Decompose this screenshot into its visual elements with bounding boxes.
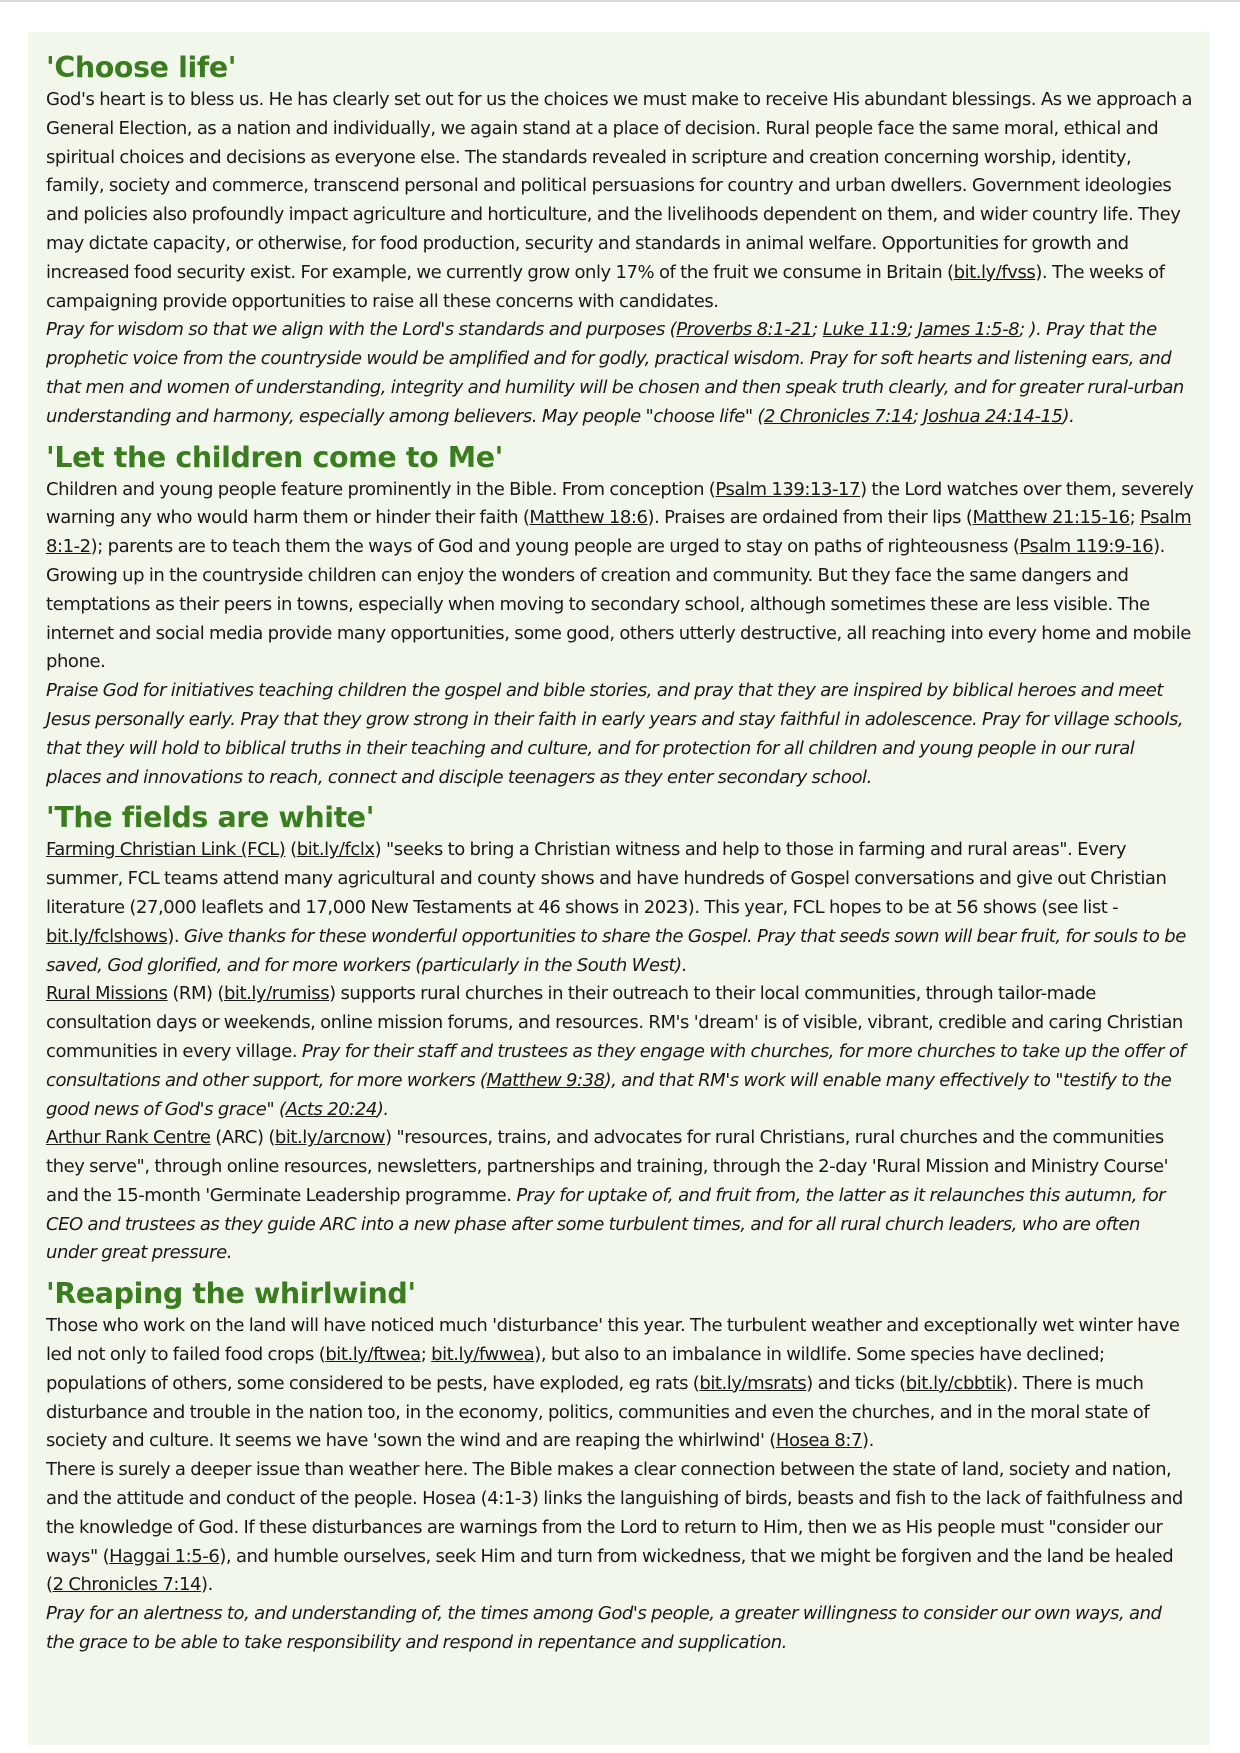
body-text: ).	[201, 1574, 213, 1596]
section-heading-choose-life: 'Choose life'	[46, 51, 237, 84]
body-text: ) "seeks to bring a Christian witness and help to those in farming and rural areas". Every summer, FCL teams attend many agricultural and county shows and have hundreds of Gospel conversations and give out Christian literature (27,000 leaflets and 17,000 New Testaments at 46 shows in 2023). This year, FCL hopes to be at 56 shows (see list -	[46, 839, 1167, 918]
fcl-paragraph	[46, 836, 1194, 980]
link-cbbtik[interactable]: bit.ly/cbbtik	[905, 1372, 1007, 1394]
prayer-text: ;	[912, 405, 924, 427]
link-fclx[interactable]: bit.ly/fclx	[296, 839, 375, 861]
body-text: ). Growing up in the countryside children can enjoy the wonders of creation and community. But they face the same dangers and temptations as their peers in towns, especially when moving to secondary school, although sometimes these are less visible. The internet and social media provide many opportunities, some good, others utterly destructive, all reaching into every home and mobile phone.	[46, 536, 1191, 673]
body-text: ) the Lord watches over them, severely warning any who would harm them or hinder their faith (	[46, 478, 1194, 529]
body-text: ).	[167, 925, 180, 947]
children-body	[46, 476, 1194, 678]
section-heading-whirlwind: 'Reaping the whirlwind'	[46, 1277, 416, 1311]
prayer-text: ;	[907, 319, 918, 341]
link-msrats[interactable]: bit.ly/msrats	[699, 1372, 807, 1394]
prayer-text: Pray for wisdom so that we align with the Lord's standards and purposes (	[46, 319, 677, 341]
prayer-text: ;	[812, 319, 823, 341]
link-arcnow[interactable]: bit.ly/arcnow	[274, 1127, 386, 1149]
body-text: ) "resources, trains, and advocates for rural Christians, rural churches and the communities they serve", through online resources, newsletters, partnerships and training, through the 2-day 'Rural Mission and Ministry Course' and the 15-month 'Germinate Leadership programme.	[46, 1127, 1169, 1206]
link-2-chronicles-7-14-b[interactable]: 2 Chronicles 7:14	[52, 1574, 201, 1596]
link-acts-20-24[interactable]: Acts 20:24	[285, 1098, 377, 1120]
choose-life-prayer	[46, 316, 1194, 431]
prayer-text: ).	[1062, 405, 1075, 427]
body-text: (	[285, 839, 297, 861]
link-ftwea[interactable]: bit.ly/ftwea	[325, 1344, 421, 1366]
prayer-text: ; ). Pray that the prophetic voice from the countryside would be amplified and for godly, practical wisdom. Pray for soft hearts and listening ears, and that men and women of understanding, integrity and humility will be chosen and then speak truth clearly, and for greater rural-urban understanding and harmony, especially among believers. May people "choose life" (	[46, 319, 1184, 427]
body-text: ;	[1129, 507, 1141, 529]
body-text: ) and ticks (	[806, 1372, 906, 1394]
prayer-text: Pray for uptake of, and fruit from, the latter as it relaunches this autumn, for CEO and trustees as they guide ARC into a new phase after some turbulent times, and for all rural church leaders, who are often under great pressure.	[46, 1184, 1166, 1264]
section-heading-fields: 'The fields are white'	[46, 801, 375, 835]
link-rumiss[interactable]: bit.ly/rumiss	[223, 983, 330, 1005]
arthur-rank-paragraph	[46, 1124, 1194, 1268]
body-text: God's heart is to bless us. He has clearly set out for us the choices we must make to receive His abundant blessings. As we approach a General Election, as a nation and individually, we again stand at a place of decision. Rural people face the same moral, ethical and spiritual choices and decisions as everyone else. The standards revealed in scripture and creation concerning worship, identity, family, society and commerce, transcend personal and political persuasions for country and urban dwellers. Government ideologies and policies also profoundly impact agriculture and horticulture, and the livelihoods dependent on them, and wider country life. They may dictate capacity, or otherwise, for food production, security and standards in animal welfare. Opportunities for growth and increased food security exist. For example, we currently grow only 17% of the fruit we consume in Britain (	[46, 89, 1193, 283]
link-psalm-139[interactable]: Psalm 139:13-17	[715, 478, 861, 500]
rural-missions-paragraph	[46, 980, 1194, 1124]
link-fclshows[interactable]: bit.ly/fclshows	[46, 925, 168, 947]
body-text: ) supports rural churches in their outreach to their local communities, through tailor-made consultation days or weekends, online mission forums, and resources. RM's 'dream' is of visible, vibrant, credible and caring Christian communities in every village.	[46, 983, 1183, 1062]
section-heading-children: 'Let the children come to Me'	[46, 440, 504, 474]
link-matthew-21[interactable]: Matthew 21:15-16	[972, 507, 1130, 529]
link-matthew-18-6[interactable]: Matthew 18:6	[529, 507, 648, 529]
choose-life-body	[46, 86, 1194, 316]
prayer-text: Pray for their staff and trustees as they engage with churches, for more churches to take up the offer of consultations and other support, for more workers (	[46, 1040, 1186, 1091]
body-text: There is surely a deeper issue than weather here. The Bible makes a clear connection between the state of land, society and nation, and the attitude and conduct of the people. Hosea (4:1-3) links the languishing of birds, beasts and fish to the lack of faithfulness and the knowledge of God. If these disturbances are warnings from the Lord to return to Him, then we as His people must "consider our ways" (	[46, 1459, 1183, 1567]
link-haggai-1[interactable]: Haggai 1:5-6	[109, 1545, 220, 1567]
link-proverbs-8[interactable]: Proverbs 8:1-21	[676, 319, 813, 341]
link-psalm-119[interactable]: Psalm 119:9-16	[1019, 536, 1154, 558]
body-text: (ARC) (	[210, 1127, 275, 1149]
link-rural-missions[interactable]: Rural Missions	[46, 983, 168, 1005]
link-hosea-8-7[interactable]: Hosea 8:7	[775, 1430, 863, 1452]
link-psalm-8[interactable]: Psalm 8:1-2	[46, 507, 1192, 558]
whirlwind-prayer	[46, 1600, 1194, 1658]
content-panel	[28, 32, 1210, 1745]
body-text: ), but also to an imbalance in wildlife. Some species have declined; populations of others, some considered to be pests, have exploded, eg rats (	[46, 1344, 1105, 1394]
link-fwwea[interactable]: bit.ly/fwwea	[431, 1344, 535, 1366]
body-text: ). There is much disturbance and trouble in the nation too, in the economy, politics, communities and even the churches, and in the moral state of society and culture. It seems we have 'sown the wind and are reaping the whirlwind' (	[46, 1372, 1150, 1452]
link-arthur-rank-centre[interactable]: Arthur Rank Centre	[46, 1127, 211, 1149]
link-matthew-9-38[interactable]: Matthew 9:38	[486, 1069, 605, 1091]
link-fvss[interactable]: bit.ly/fvss	[953, 261, 1036, 283]
whirlwind-body-2	[46, 1456, 1194, 1600]
prayer-text: Pray for an alertness to, and understanding of, the times among God's people, a greater willingness to consider our own ways, and the grace to be able to take responsibility and respond in repentance and supplication.	[46, 1603, 1162, 1654]
body-text: Those who work on the land will have noticed much 'disturbance' this year. The turbulent weather and exceptionally wet winter have led not only to failed food crops (	[46, 1315, 1180, 1366]
children-prayer	[46, 677, 1194, 792]
prayer-text: ).	[376, 1098, 389, 1120]
prayer-text: Give thanks for these wonderful opportunities to share the Gospel. Pray that seeds sown will bear fruit, for souls to be saved, God glorified, and for more workers (particularly in the South West).	[46, 925, 1186, 976]
body-text: ).	[862, 1430, 874, 1452]
body-text: ); parents are to teach them the ways of God and young people are urged to stay on paths of righteousness (	[90, 536, 1020, 558]
link-2-chronicles-7-14[interactable]: 2 Chronicles 7:14	[764, 405, 913, 427]
body-text: ;	[420, 1344, 432, 1366]
body-text: ), and humble ourselves, seek Him and turn from wickedness, that we might be forgiven and the land be healed (	[46, 1545, 1174, 1596]
top-divider	[0, 0, 1240, 2]
link-luke-11-9[interactable]: Luke 11:9	[822, 319, 908, 341]
link-james-1[interactable]: James 1:5-8	[917, 319, 1020, 341]
link-joshua-24[interactable]: Joshua 24:14-15	[923, 405, 1063, 427]
body-text: ). Praises are ordained from their lips (	[647, 507, 973, 529]
body-text: ). The weeks of campaigning provide opportunities to raise all these concerns with candidates.	[46, 261, 1165, 312]
prayer-text: Praise God for initiatives teaching children the gospel and bible stories, and pray that they are inspired by biblical heroes and meet Jesus personally early. Pray that they grow strong in their faith in early years and stay faithful in adolescence. Pray for village schools, that they will hold to biblical truths in their teaching and culture, and for protection for all children and young people in our rural places and innovations to reach, connect and disciple teenagers as they enter secondary school.	[46, 680, 1184, 788]
body-text: (RM) (	[167, 983, 224, 1005]
body-text: Children and young people feature prominently in the Bible. From conception (	[46, 478, 716, 500]
prayer-text: ), and that RM's work will enable many effectively to "testify to the good news of God's grace" (	[46, 1069, 1172, 1120]
whirlwind-body-1	[46, 1312, 1194, 1456]
link-farming-christian-link[interactable]: Farming Christian Link (FCL)	[46, 839, 286, 861]
